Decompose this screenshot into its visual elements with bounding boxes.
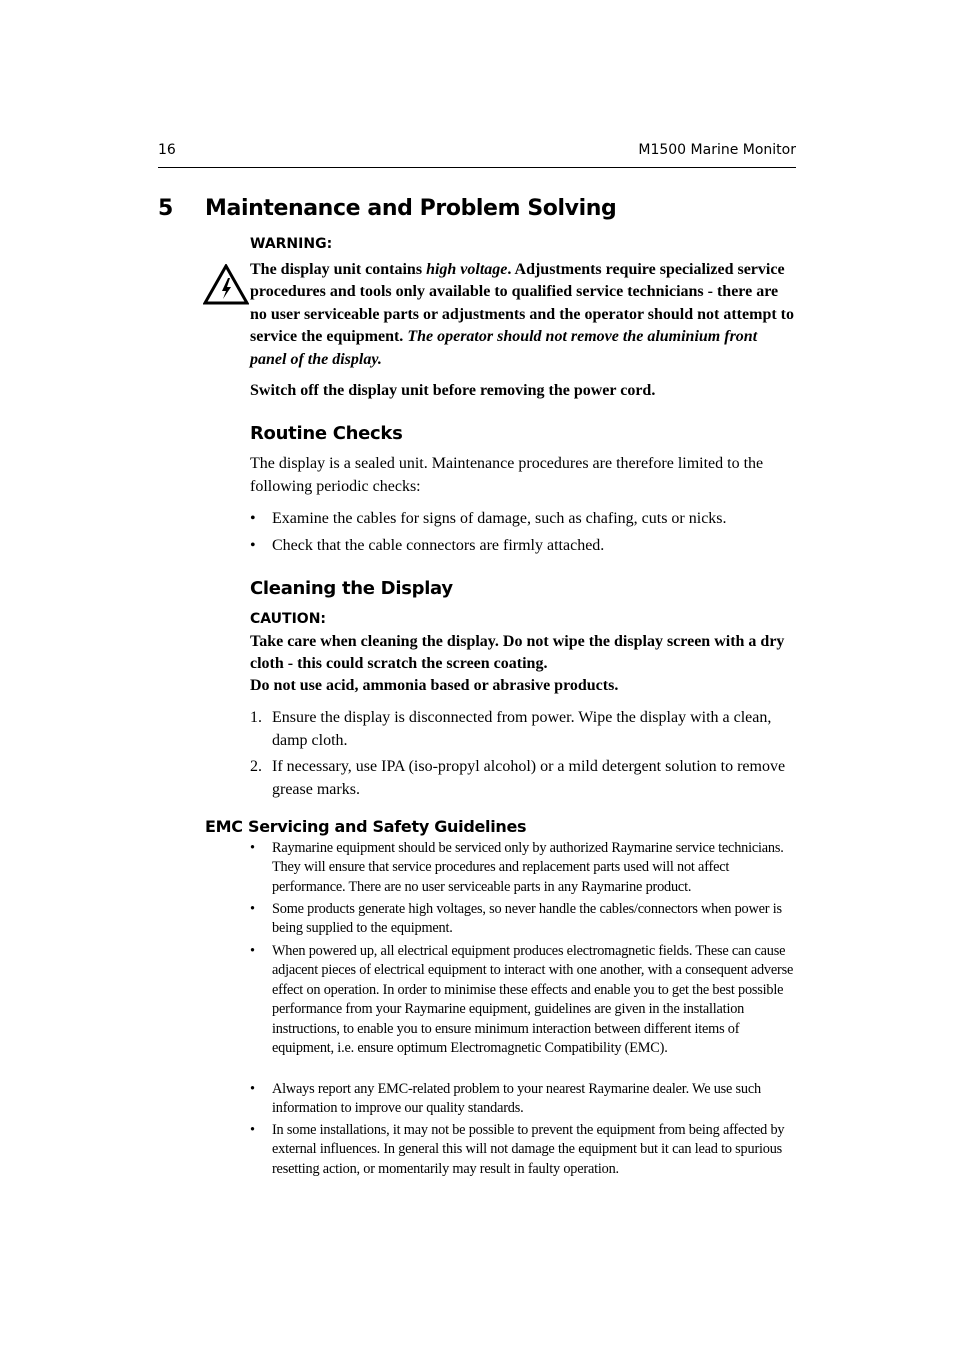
list-item-text: In some installations, it may not be possible to prevent the equipment from being affected by external influences. In general this will not damage the equipment but it can lead to spurious resetting action, or momentarily may result in faulty operation. bbox=[272, 1122, 785, 1177]
bullet-mark: • bbox=[250, 840, 255, 856]
cleaning-heading: Cleaning the Display bbox=[250, 578, 453, 599]
chapter-number: 5 bbox=[158, 196, 173, 221]
caution-text: Take care when cleaning the display. Do not wipe the display screen with a dry cloth - this could scratch the screen coating. bbox=[250, 633, 785, 673]
page-header bbox=[158, 141, 796, 168]
list-item-text: Examine the cables for signs of damage, such as chafing, cuts or nicks. bbox=[272, 510, 727, 527]
bullet-mark: • bbox=[250, 1081, 255, 1097]
bullet-mark: • bbox=[250, 943, 255, 959]
bullet-mark: • bbox=[250, 1122, 255, 1138]
chapter-title: Maintenance and Problem Solving bbox=[205, 196, 617, 221]
list-item-text: Check that the cable connectors are firmly attached. bbox=[272, 537, 605, 554]
list-item-text: Some products generate high voltages, so never handle the cables/connectors when power is being supplied to the equipment. bbox=[272, 901, 782, 937]
switch-off-note: Switch off the display unit before removing the power cord. bbox=[250, 382, 656, 399]
warning-label: WARNING: bbox=[250, 236, 333, 252]
list-item-text: Always report any EMC-related problem to your nearest Raymarine dealer. We use such information to improve our quality standards. bbox=[272, 1081, 761, 1117]
warning-text-start: The display unit contains bbox=[250, 261, 427, 278]
warning-text-mid: . Adjustments require specialized service procedures and tools only available to qualified service technicians - there are no user serviceable parts or adjustments and the operator should not attempt to service the equipment. bbox=[250, 261, 794, 346]
step-text: If necessary, use IPA (iso-propyl alcohol) or a mild detergent solution to remove grease marks. bbox=[272, 758, 786, 798]
step-number: 2. bbox=[250, 758, 262, 775]
step-text: Ensure the display is disconnected from power. Wipe the display with a clean, damp cloth. bbox=[272, 709, 772, 749]
step-number: 1. bbox=[250, 709, 262, 726]
high-voltage-warning-icon bbox=[203, 264, 249, 306]
warning-text-end: The operator should not remove the aluminium front panel of the display. bbox=[250, 328, 758, 368]
document-title: M1500 Marine Monitor bbox=[638, 142, 796, 158]
routine-checks-intro: The display is a sealed unit. Maintenance procedures are therefore limited to the following periodic checks: bbox=[250, 455, 764, 495]
bullet-mark: • bbox=[250, 537, 256, 554]
warning-text-high-voltage: high voltage bbox=[426, 261, 508, 278]
bullet-mark: • bbox=[250, 510, 256, 527]
warning-text bbox=[250, 259, 796, 371]
routine-checks-heading: Routine Checks bbox=[250, 423, 403, 444]
list-item-text: When powered up, all electrical equipment produces electromagnetic fields. These can cause adjacent pieces of electrical equipment to interact with one another, with a consequent adverse effect on operation. In order to minimise these effects and enable you to get the best possible performance from your Raymarine equipment, guidelines are given in the installation instructions, to enable you to ensure minimum interaction between different items of equipment, i.e. ensure optimum Electromagnetic Compatibility (EMC). bbox=[272, 943, 794, 1057]
page-number: 16 bbox=[158, 142, 176, 158]
bullet-mark: • bbox=[250, 901, 255, 917]
caution-text-2: Do not use acid, ammonia based or abrasive products. bbox=[250, 677, 619, 694]
emc-heading: EMC Servicing and Safety Guidelines bbox=[205, 817, 527, 836]
caution-label: CAUTION: bbox=[250, 611, 327, 627]
list-item-text: Raymarine equipment should be serviced only by authorized Raymarine service technicians. They will ensure that service procedures and replacement parts used will not affect performance. There are no user serviceable parts in any Raymarine product. bbox=[272, 840, 784, 895]
